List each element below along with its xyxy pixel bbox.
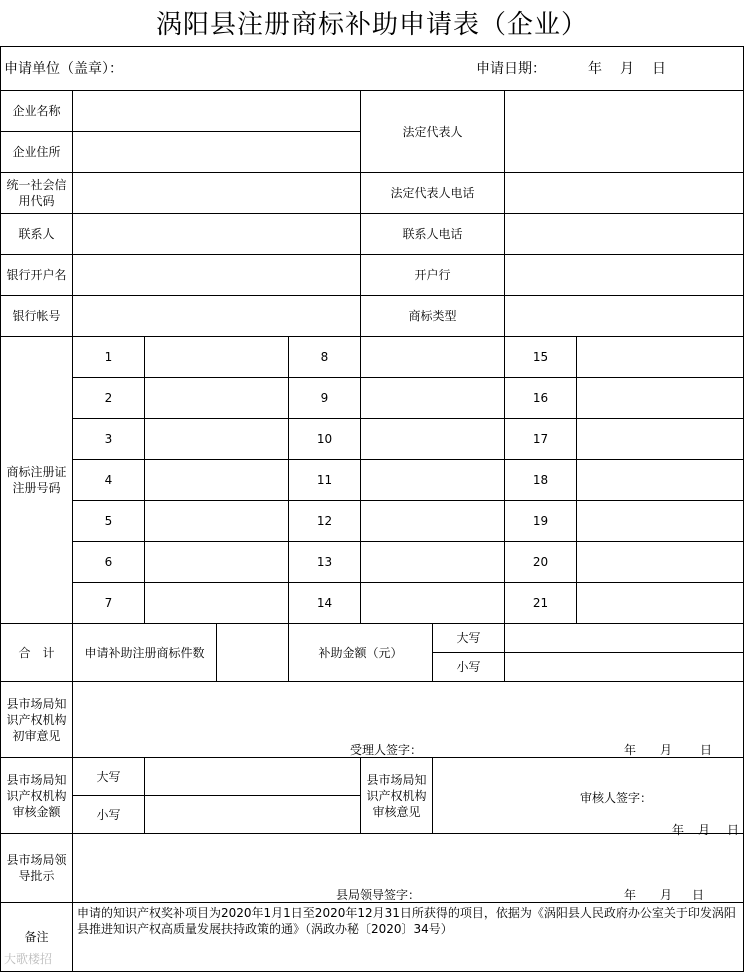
amount-uppercase-field[interactable]: [505, 624, 743, 652]
registration-number: 21: [532, 596, 549, 610]
contact-field[interactable]: [73, 214, 360, 254]
bank-account-name-field[interactable]: [73, 255, 360, 295]
date-day: 日: [652, 61, 666, 77]
bank-label: 开户行: [414, 268, 451, 282]
amount-label: 补助金额（元）: [318, 645, 403, 660]
applicant-label: 申请单位（盖章）：: [4, 61, 123, 77]
preliminary-field[interactable]: [73, 682, 743, 737]
form-title: 涡阳县注册商标补助申请表（企业）: [155, 10, 588, 40]
registration-number: 19: [532, 514, 549, 528]
registration-number: 1: [104, 350, 113, 364]
review-uppercase-field[interactable]: [145, 758, 360, 795]
amount-lowercase-field[interactable]: [505, 653, 743, 681]
review-year: 年: [672, 823, 685, 837]
leader-day: 日: [692, 888, 705, 902]
company-address-field[interactable]: [73, 132, 360, 172]
registration-value-field[interactable]: [145, 501, 288, 541]
review-day: 日: [727, 823, 740, 837]
registration-number: 15: [532, 350, 549, 364]
bank-account-name-label: 银行开户名: [6, 268, 67, 282]
leader-year: 年: [624, 888, 637, 902]
registration-value-field[interactable]: [145, 460, 288, 500]
registration-value-field[interactable]: [361, 501, 504, 541]
preliminary-year: 年: [624, 743, 637, 757]
amount-uppercase-label: 大写: [456, 631, 481, 645]
preliminary-label: 县市场局知识产权机构初审意见: [6, 696, 67, 743]
registration-number: 10: [316, 432, 333, 446]
company-name-field[interactable]: [73, 91, 360, 131]
bank-account-no-label: 银行帐号: [12, 309, 61, 323]
registration-label: 商标注册证注册号码: [6, 465, 67, 495]
contact-label: 联系人: [18, 227, 55, 241]
registration-value-field[interactable]: [577, 419, 743, 459]
registration-value-field[interactable]: [145, 542, 288, 582]
rule: [0, 46, 1, 972]
registration-value-field[interactable]: [361, 583, 504, 623]
registration-value-field[interactable]: [145, 419, 288, 459]
rule: [0, 46, 744, 47]
registration-number: 17: [532, 432, 549, 446]
registration-value-field[interactable]: [145, 378, 288, 418]
review-uppercase-label: 大写: [96, 769, 121, 784]
company-name-label: 企业名称: [12, 104, 61, 118]
date-month: 月: [620, 61, 634, 77]
registration-value-field[interactable]: [577, 378, 743, 418]
registration-value-field[interactable]: [361, 542, 504, 582]
preliminary-day: 日: [700, 743, 713, 757]
registration-value-field[interactable]: [577, 460, 743, 500]
company-address-label: 企业住所: [12, 145, 61, 159]
review-signature: 审核人签字：: [580, 791, 653, 805]
contact-phone-label: 联系人电话: [402, 227, 463, 241]
credit-code-label: 统一社会信用代码: [6, 178, 67, 208]
registration-value-field[interactable]: [361, 460, 504, 500]
registration-number: 18: [532, 473, 549, 487]
registration-number: 20: [532, 555, 549, 569]
registration-number: 7: [104, 596, 113, 610]
registration-value-field[interactable]: [145, 337, 288, 377]
count-label: 申请补助注册商标件数: [84, 645, 205, 660]
bank-field[interactable]: [505, 255, 743, 295]
registration-number: 5: [104, 514, 113, 528]
remarks-label: 备注: [24, 930, 49, 944]
registration-number: 16: [532, 391, 549, 405]
credit-code-field[interactable]: [73, 173, 360, 213]
watermark: 大歌楼招: [4, 952, 53, 966]
date-label: 申请日期：: [476, 61, 546, 77]
review-lowercase-label: 小写: [96, 807, 121, 822]
review-opinion-label: 县市场局知识产权机构审核意见: [366, 772, 427, 819]
registration-number: 8: [320, 350, 329, 364]
bank-account-no-field[interactable]: [73, 296, 360, 336]
registration-number: 13: [316, 555, 333, 569]
registration-number: 3: [104, 432, 113, 446]
registration-number: 12: [316, 514, 333, 528]
leader-field[interactable]: [73, 834, 743, 884]
trademark-type-label: 商标类型: [408, 309, 457, 323]
leader-signature: 县局领导签字：: [336, 888, 421, 902]
registration-value-field[interactable]: [361, 419, 504, 459]
registration-value-field[interactable]: [145, 583, 288, 623]
contact-phone-field[interactable]: [505, 214, 743, 254]
amount-lowercase-label: 小写: [456, 660, 481, 674]
registration-value-field[interactable]: [361, 378, 504, 418]
trademark-type-field[interactable]: [505, 296, 743, 336]
registration-value-field[interactable]: [577, 501, 743, 541]
review-month: 月: [698, 823, 711, 837]
legal-rep-phone-field[interactable]: [505, 173, 743, 213]
leader-month: 月: [660, 888, 673, 902]
registration-number: 11: [316, 473, 333, 487]
legal-rep-field[interactable]: [505, 91, 743, 172]
preliminary-month: 月: [660, 743, 673, 757]
registration-value-field[interactable]: [361, 337, 504, 377]
legal-rep-phone-label: 法定代表人电话: [390, 186, 475, 200]
registration-number: 6: [104, 555, 113, 569]
legal-rep-label: 法定代表人: [402, 124, 463, 139]
registration-number: 9: [320, 391, 329, 405]
remarks-text: 申请的知识产权奖补项目为2020年1月1日至2020年12月31日所获得的项目，依据为《涡阳县人民政府办公室关于印发涡阳县推进知识产权高质量发展扶持政策的通》（涡政办秘〔2020〕34号）: [77, 906, 736, 936]
date-year: 年: [588, 61, 602, 77]
registration-number: 2: [104, 391, 113, 405]
leader-label: 县市场局领导批示: [6, 853, 67, 883]
registration-value-field[interactable]: [577, 542, 743, 582]
rule: [360, 757, 361, 833]
review-amount-label: 县市场局知识产权机构审核金额: [6, 772, 67, 819]
registration-value-field[interactable]: [577, 337, 743, 377]
preliminary-signature: 受理人签字：: [350, 743, 423, 757]
rule: [0, 971, 744, 972]
review-opinion-field[interactable]: [433, 758, 743, 788]
count-field[interactable]: [217, 624, 288, 681]
review-lowercase-field[interactable]: [145, 796, 360, 833]
registration-number: 4: [104, 473, 113, 487]
total-label: 合 计: [18, 645, 55, 660]
registration-value-field[interactable]: [577, 583, 743, 623]
registration-number: 14: [316, 596, 333, 610]
